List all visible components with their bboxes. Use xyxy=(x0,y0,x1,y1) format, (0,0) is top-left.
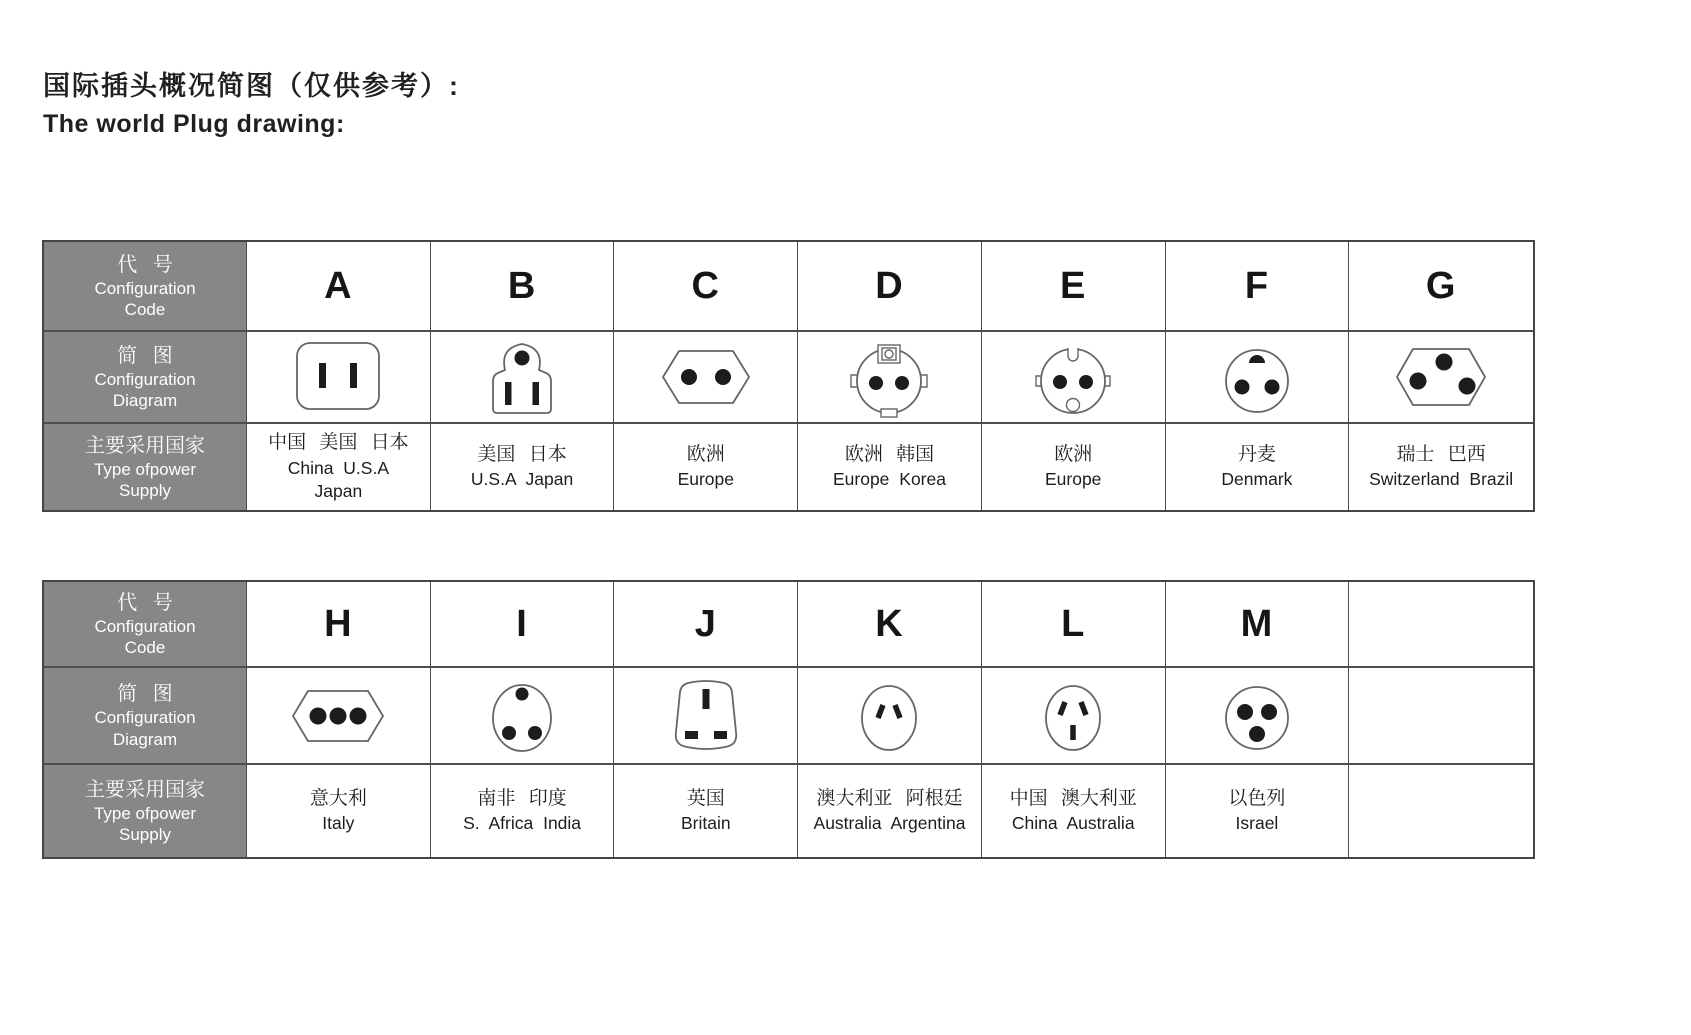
plug-type-m-socket-icon xyxy=(1207,674,1307,758)
code-cell-l: L xyxy=(982,582,1166,668)
country-cell-h: 意大利 Italy xyxy=(247,765,431,857)
row-header-diagram: 简 图 Configuration Diagram xyxy=(44,332,247,424)
code-cell-a: A xyxy=(247,242,431,332)
diagram-cell-empty xyxy=(1349,668,1533,765)
country-cell-i: 南非 印度 S. Africa India xyxy=(431,765,615,857)
diagram-cell-a xyxy=(247,332,431,424)
diagram-cell-g xyxy=(1349,332,1533,424)
country-cell-g: 瑞士 巴西 Switzerland Brazil xyxy=(1369,443,1514,490)
code-cell-b: B xyxy=(431,242,615,332)
diagram-cell-c xyxy=(614,332,798,424)
row-header-diagram-2: 简 图 Configuration Diagram xyxy=(44,668,247,765)
code-cell-f: F xyxy=(1166,242,1350,332)
country-cell-a: 中国 美国 日本 China U.S.A Japan xyxy=(247,424,431,510)
diagram-cell-k xyxy=(798,668,982,765)
country-cell-c: 欧洲 Europe xyxy=(614,424,798,510)
plug-type-l-socket-icon xyxy=(1023,674,1123,758)
plug-type-f-socket-icon xyxy=(1207,335,1307,419)
row-header-code: 代 号 Configuration Code xyxy=(44,242,247,332)
code-cell-d: D xyxy=(798,242,982,332)
country-cell-k: 澳大利亚 阿根廷 Australia Argentina xyxy=(798,765,982,857)
plug-type-b-socket-icon xyxy=(472,335,572,419)
plug-type-h-socket-icon xyxy=(282,674,394,758)
diagram-cell-b xyxy=(431,332,615,424)
row-header-code-2: 代 号 Configuration Code xyxy=(44,582,247,668)
code-cell-i: I xyxy=(431,582,615,668)
diagram-cell-l xyxy=(982,668,1166,765)
country-cell-m: 以色列 Israel xyxy=(1166,765,1350,857)
country-cell-f: 丹麦 Denmark xyxy=(1166,424,1350,510)
code-cell-m: M xyxy=(1166,582,1350,668)
code-cell-k: K xyxy=(798,582,982,668)
diagram-cell-e xyxy=(982,332,1166,424)
plug-type-i-socket-icon xyxy=(472,674,572,758)
country-cell-empty xyxy=(1349,765,1533,857)
diagram-cell-i xyxy=(431,668,615,765)
plug-type-d-socket-icon xyxy=(839,335,939,419)
code-cell-empty xyxy=(1349,582,1533,668)
diagram-cell-j xyxy=(614,668,798,765)
diagram-cell-f xyxy=(1166,332,1350,424)
plug-type-j-socket-icon xyxy=(656,674,756,758)
code-cell-h: H xyxy=(247,582,431,668)
plug-type-e-socket-icon xyxy=(1023,335,1123,419)
code-cell-g: G xyxy=(1349,242,1533,332)
page-title-en: The world Plug drawing: xyxy=(43,110,345,138)
diagram-cell-h xyxy=(247,668,431,765)
country-cell-d: 欧洲 韩国 Europe Korea xyxy=(798,424,982,510)
plug-type-a-socket-icon xyxy=(288,335,388,419)
diagram-cell-m xyxy=(1166,668,1350,765)
plug-type-c-socket-icon xyxy=(656,335,756,419)
row-header-country-2: 主要采用国家 Type ofpower Supply xyxy=(44,765,247,857)
country-cell-l: 中国 澳大利亚 China Australia xyxy=(982,765,1166,857)
plug-table-a-g xyxy=(42,240,1535,512)
code-cell-j: J xyxy=(614,582,798,668)
page-title xyxy=(43,64,460,139)
row-header-country: 主要采用国家 Type ofpower Supply xyxy=(44,424,247,510)
code-cell-e: E xyxy=(982,242,1166,332)
page-title-zh: 国际插头概况简图（仅供参考）: xyxy=(43,71,460,101)
plug-type-k-socket-icon xyxy=(839,674,939,758)
country-cell-e: 欧洲 Europe xyxy=(982,424,1166,510)
country-cell-b: 美国 日本 U.S.A Japan xyxy=(431,424,615,510)
diagram-cell-d xyxy=(798,332,982,424)
plug-table-h-m xyxy=(42,580,1535,859)
code-cell-c: C xyxy=(614,242,798,332)
plug-type-g-socket-icon xyxy=(1391,335,1491,419)
country-cell-j: 英国 Britain xyxy=(614,765,798,857)
